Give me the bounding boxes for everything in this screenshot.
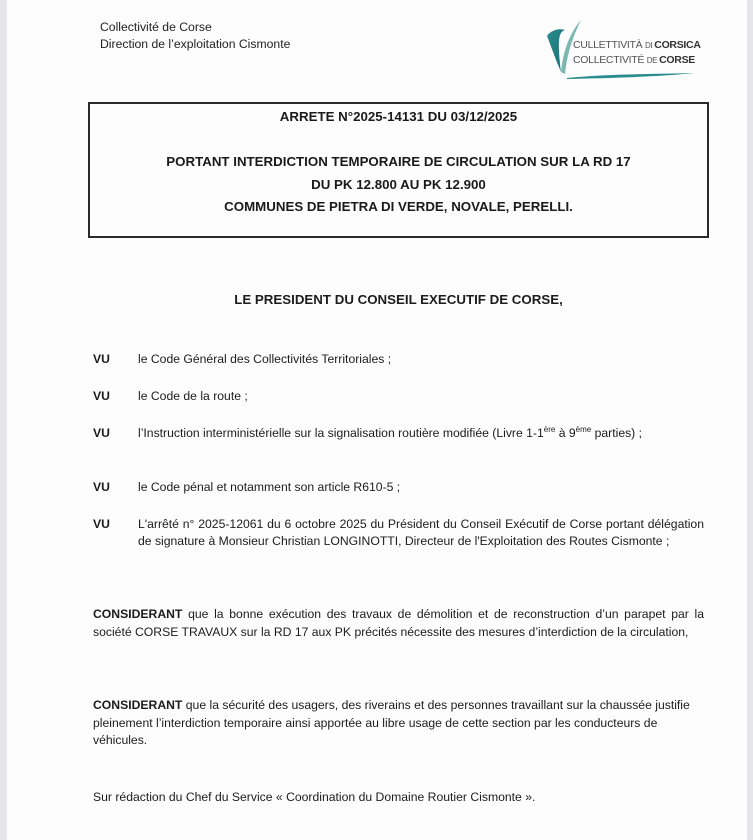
logo-line2-small: DE <box>646 56 660 65</box>
document-page <box>7 0 747 840</box>
subject-line-3: COMMUNES DE PIETRA DI VERDE, NOVALE, PERELLI. <box>224 199 573 214</box>
considerant-text: que la bonne exécution des travaux de démolition et de reconstruction d’un parapet par la société CORSE TRAVAUX sur la RD 17 aux PK précités nécessite des mesures d’interdiction de la circulation, <box>93 607 704 639</box>
subject-line-2: DU PK 12.800 AU PK 12.900 <box>311 176 486 192</box>
vu-text: le Code de la route ; <box>138 389 248 403</box>
vu-item <box>93 516 704 550</box>
vu-label: VU <box>93 480 110 494</box>
vu-text: le Code pénal et notamment son article R610-5 ; <box>138 480 401 494</box>
considerant-paragraph <box>93 697 704 750</box>
issuer-direction: Direction de l’exploitation Cismonte <box>100 37 291 51</box>
superscript: ème <box>575 425 592 434</box>
vu-item <box>93 388 704 405</box>
arrete-title-box <box>88 102 709 238</box>
vu-text-part: à 9 <box>555 426 576 440</box>
subject-line-1: PORTANT INTERDICTION TEMPORAIRE DE CIRCULATION SUR LA RD 17 <box>166 154 631 169</box>
logo-line2-bold: CORSE <box>659 54 695 66</box>
vu-text <box>138 425 704 442</box>
issuer-org-name: Collectivité de Corse <box>100 20 212 34</box>
issuer-header <box>100 19 290 53</box>
vu-label: VU <box>93 426 110 440</box>
vu-label: VU <box>93 517 110 531</box>
vu-text-part: parties) ; <box>591 426 643 440</box>
superscript: ère <box>543 425 556 434</box>
logo-line1-light: CULLETTIVITÀ <box>573 39 645 51</box>
considerant-label: CONSIDERANT <box>93 607 183 621</box>
logo-line1-bold: CORSICA <box>654 39 701 51</box>
vu-text-part: l’Instruction interministérielle sur la signalisation routière modifiée (Livre 1-1 <box>138 426 544 440</box>
vu-item <box>93 425 704 442</box>
vu-label: VU <box>93 389 110 403</box>
redaction-note: Sur rédaction du Chef du Service « Coordination du Domaine Routier Cismonte ». <box>93 790 536 804</box>
collectivite-de-corse-logo <box>537 16 707 86</box>
vu-text: le Code Général des Collectivités Territoriales ; <box>138 352 392 366</box>
president-heading: LE PRESIDENT DU CONSEIL EXECUTIF DE CORSE, <box>234 292 563 307</box>
considerant-label: CONSIDERANT <box>93 698 183 712</box>
vu-label: VU <box>93 352 110 366</box>
vu-text: L'arrêté n° 2025-12061 du 6 octobre 2025 du Président du Conseil Exécutif de Corse portant délégation de signature à Monsieur Christian LONGINOTTI, Directeur de l'Exploitation des Routes Cismonte ; <box>138 517 704 548</box>
vu-item <box>93 479 704 496</box>
logo-line2-light: COLLECTIVITÉ <box>573 54 647 66</box>
logo-line1-small: DI <box>644 41 655 50</box>
logo-wordmark <box>573 38 701 68</box>
considerant-paragraph <box>93 606 704 641</box>
vu-item <box>93 351 704 368</box>
arrete-subject <box>90 151 707 219</box>
arrete-number: ARRETE N°2025-14131 DU 03/12/2025 <box>279 109 518 124</box>
considerant-text: que la sécurité des usagers, des riverains et des personnes travaillant sur la chaussée justifie pleinement l’interdiction temporaire ainsi apportée au libre usage de cette section par les conducteurs de véhicules. <box>93 698 690 747</box>
